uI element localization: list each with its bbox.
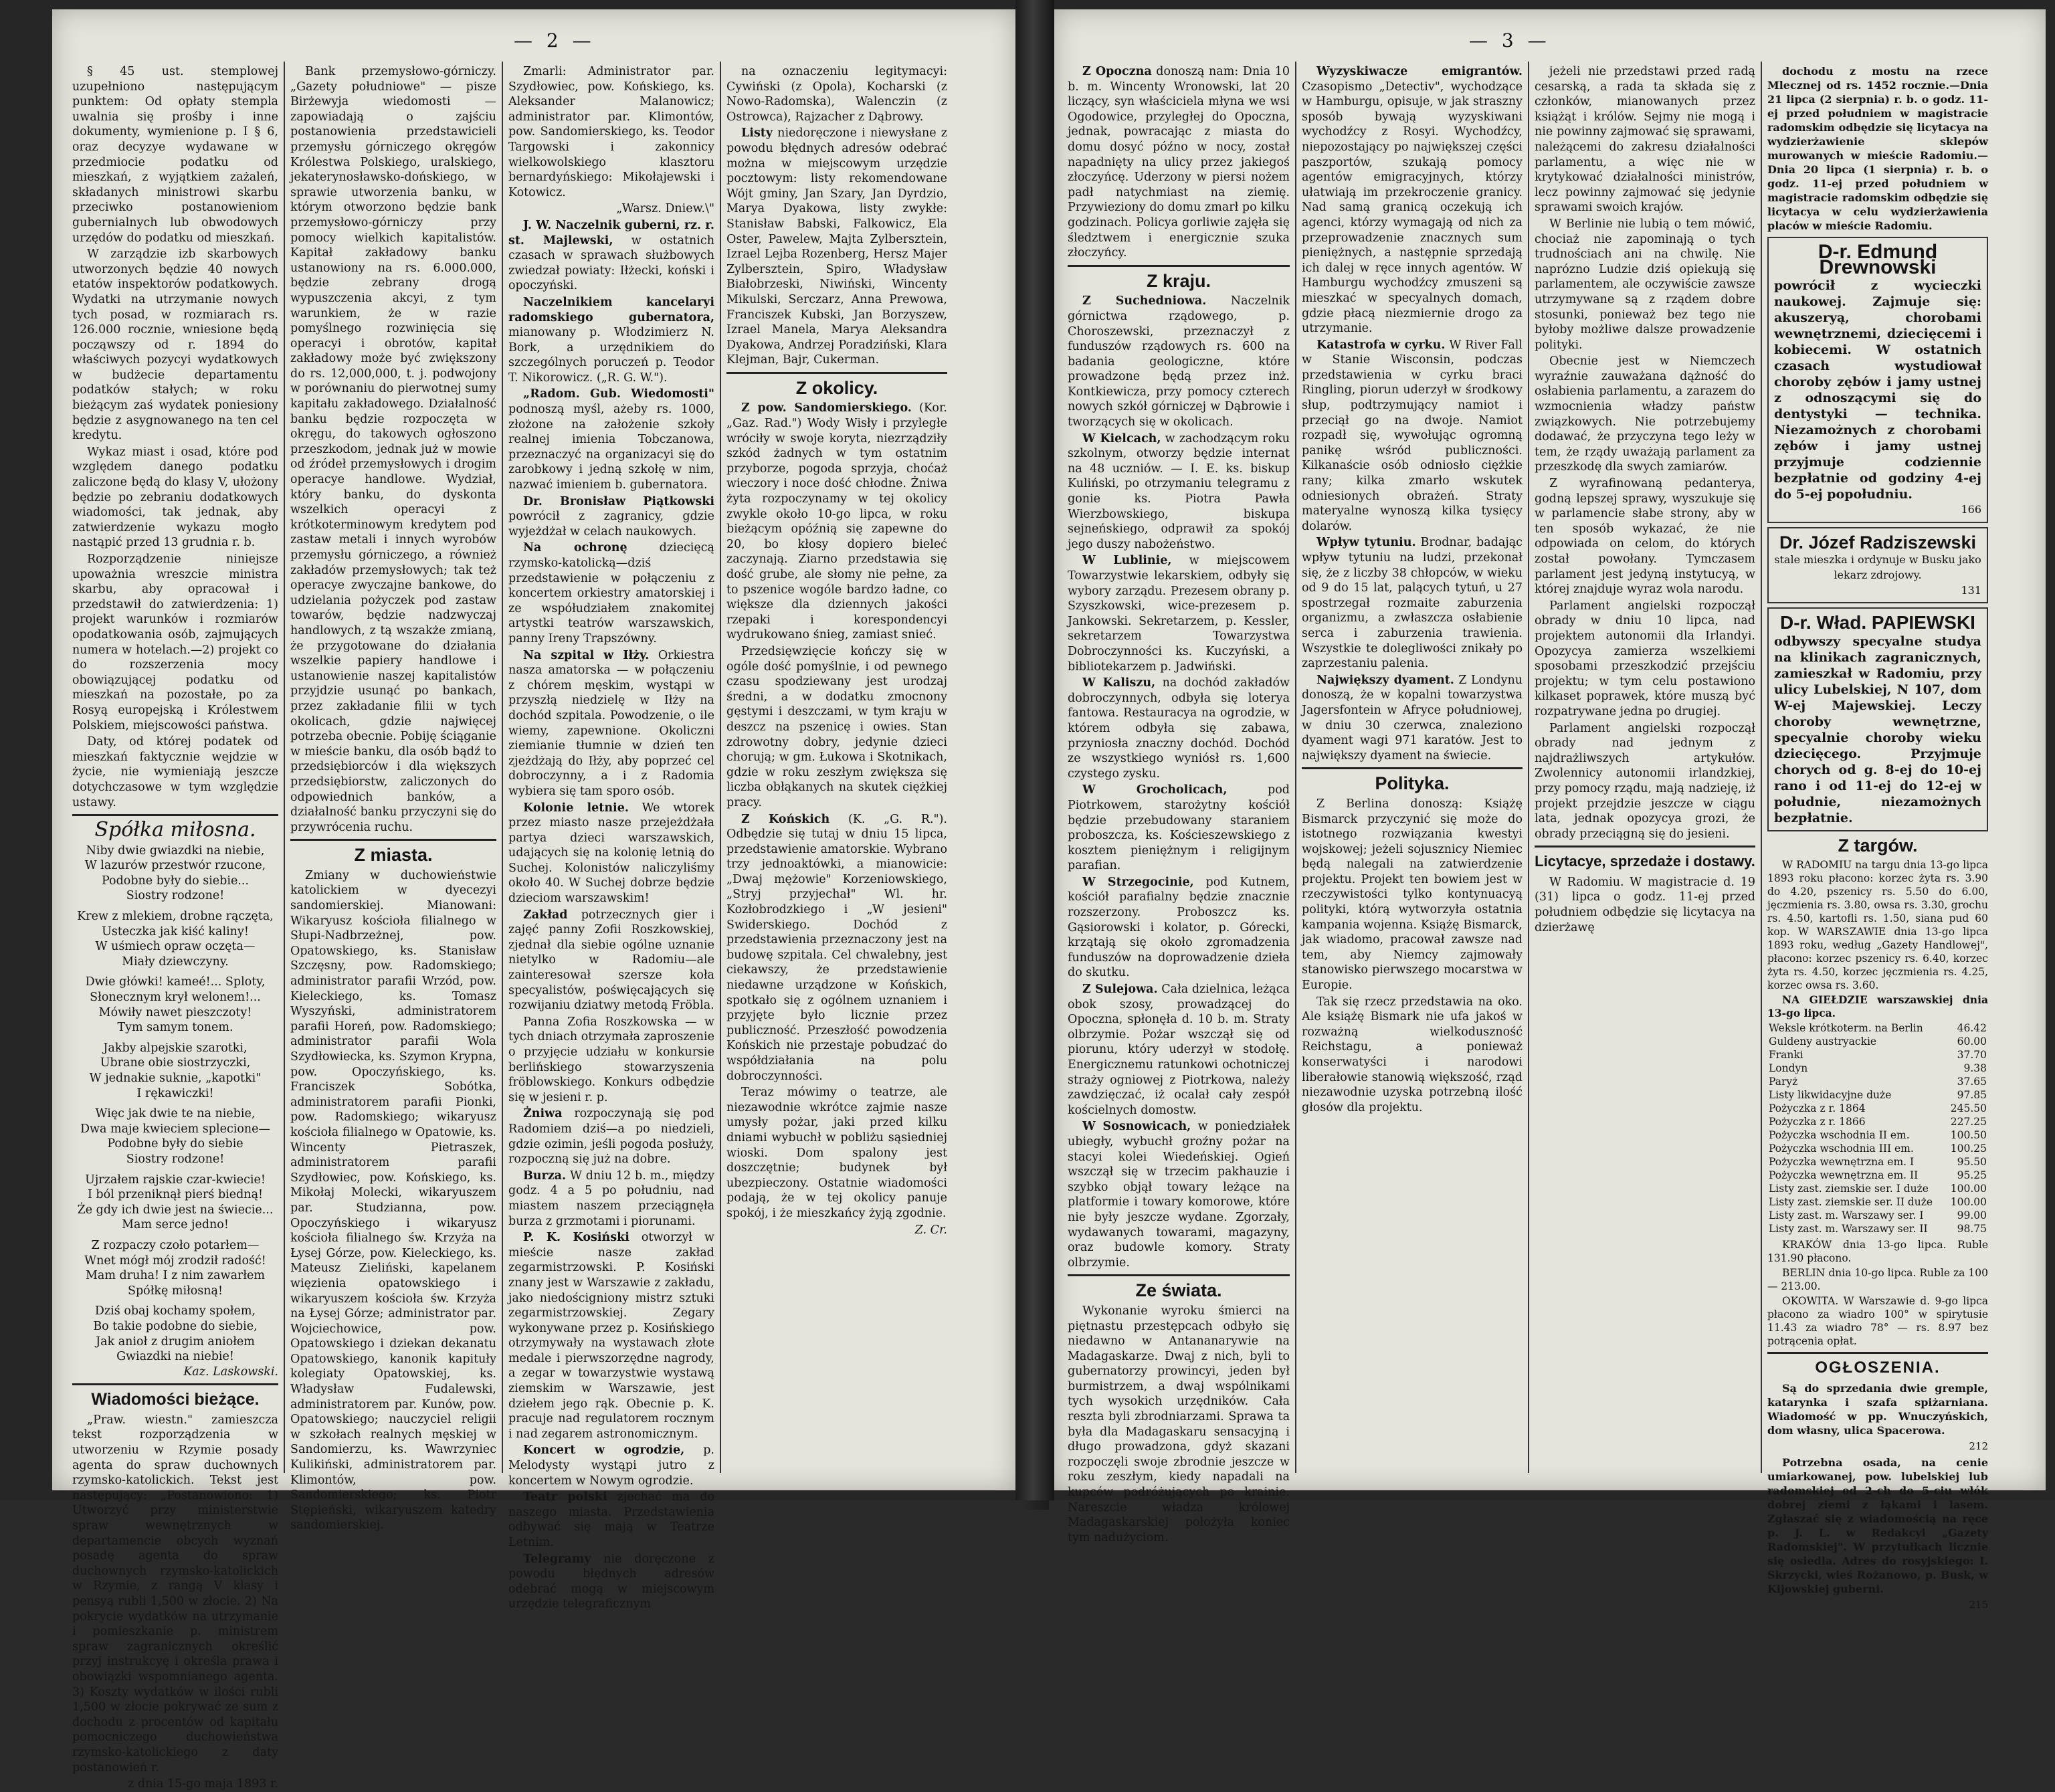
column-6 [1302, 64, 1523, 1469]
poem-line: Podobne były do siebie... [101, 874, 250, 888]
poem-line: I ból przeniknął pierś biedną! [87, 1188, 264, 1202]
section-heading-country: Z kraju. [1146, 270, 1211, 291]
paragraph: Parlament angielski rozpoczął obrady nad jednym z najdrażliwszych artykułów. Zwolennicy autonomii irlandzkiej, przy pomocy rządu, mają nadzieję, iż projekt przejdzie jeszcze w ciągu lata, jednak opozycya grozi, że obrady przeciągną się do jesieni. [1535, 721, 1755, 841]
item-text: (K. „G. R."). Odbędzie się tutaj w dniu 15 lipca, przedstawienie amatorskie. Wybrano trzy jednoaktówki, a mianowicie: „Dwaj mężowie" Korzeniowskiego, „Stryj przyjechał" Wl. hr. Kozłobrodzkiego i „W jesieni" Swiderskiego. Dochód z przedstawienia przeznaczony jest na budowę szpitala. Cel chwalebny, jest ciekawszy, że przedstawienie niedawne urządzone w Końskich, spotkało się z ogólnem uznaniem i przyjęte było licznie przez publiczność. Przeszłość powodzenia Końskich nie przestaje pobudzać do współdziałania na polu dobroczynności. [726, 812, 947, 1083]
ad-body: odbywszy specyalne studya na klinikach zagranicznych, zamieszkał w Radomiu, przy ulicy Lubelskiej, N 107, dom W-ej Majewskiej. Leczy choroby wewnętrzne, specyalnie choroby wieku dziecięcego. Przyjmuje chorych od g. 8-ej do 10-ej rano i od 11-ej do 12-ej w południe, niezamożnych bezpłatnie. [1774, 633, 1981, 825]
poem-line: Siostry rodzone! [126, 1152, 225, 1166]
paragraph: W Berlinie nie lubią o tem mówić, chociaż nie zapominają o tych trudnościach ani na chwilę. Nie naprózno Ludzie dziś opiekują się parlamentem, ale oczywiście zawsze utrzymywane są z rządem dobre stosunki, ponieważ bez tego nie byłoby możliwe dalsze prowadzenie polityki. [1535, 217, 1755, 352]
item-text: Orkiestra nasza amatorska — w połączeniu z chórem męskim, wystąpi w przyszłą niedzielę w Iłży na dochód szpitala. Powodzenie, o ile wiemy, zapewnione. Okoliczni ziemianie tłumnie w dzień ten zjeżdżają do Iłży, aby poprzeć cel dobroczynny, a i z Radomia wybiera się tam sporo osób. [508, 648, 714, 798]
item-heading: Dr. Bronisław Piątkowski [523, 494, 714, 508]
poem-line: Mówiły nawet pieszczoty! [98, 1005, 252, 1019]
table-row: Paryż 37.65 [1769, 1076, 1987, 1088]
table-row: Weksle krótkoterm. na Berlin 46.42 [1769, 1022, 1987, 1035]
item [508, 1552, 714, 1612]
poem-line: Mam druha! I z nim zawarłem [86, 1269, 265, 1283]
item [508, 801, 714, 906]
column-7 [1535, 64, 1755, 1469]
section-heading-announcements: OGŁOSZENIA. [1815, 1359, 1941, 1377]
paragraph: „Warsz. Dniew.\" [616, 202, 714, 216]
table-row: Guldeny austryackie 60.00 [1769, 1035, 1987, 1048]
paragraph: Z Berlina donoszą: Książę Bismarck przyczynić się może do istotnego rozwiązania kwestyi wojskowej; jeżeli sojusznicy Niemiec będą nalegali na zatwierdzenie projektu. Projekt ten bowiem jest w rzeczywistości tylko kontynuacyą polityki, którą wytworzyła ostatnia kampania wojenna. Książę Bismarck, jak wiadomo, pracował zawsze nad tem, aby Niemcy zajmowały stanowisko pierwszego mocarstwa w Europie. [1302, 797, 1523, 993]
table-row: Listy zast. m. Warszawy ser. II 98.75 [1769, 1223, 1987, 1235]
section-heading-city: Z miasta. [354, 845, 433, 866]
item-heading: Burza. [523, 1169, 567, 1183]
item-text: nie doręczone z powodu błędnych adresów odebrać mogą w miejscowym urzędzie telegraficznym [508, 1552, 714, 1611]
advertisement [1767, 237, 1988, 523]
item-text: dziecięcą rzymsko-katolicką—dziś przedstawienie w połączeniu z koncertem orkiestry amatorskiej i ze współudziałem znakomitej artystki teatrów warszawskich, panny Ireny Trapszówny. [508, 541, 714, 645]
item-heading: Wpływ tytuniu. [1316, 536, 1416, 550]
item-text: Cała dzielnica, leżąca obok szosy, prowadzącej do Opoczna, spłonęła d. 10 b. m. Straty olbrzymie. Pożar wszczął się od piorunu, który uderzył w stodołę. Energicznemu ratunkowi ochotniczej straży ogniowej z Piotrkowa, należy zawdzięczać, iż ocalał cały zespół kościelnych domostw. [1068, 983, 1290, 1117]
item-heading: Na ochronę [523, 541, 627, 555]
poem-signature: Kaz. Laskowski. [183, 1365, 278, 1379]
item-text: mianowany p. Włodzimierz N. Bork, a urzędnikiem do szczególnych poruczeń p. Teodor T. Nikorowicz. („R. G. W."). [508, 326, 714, 385]
item [508, 387, 714, 492]
item-heading: Żniwa [523, 1107, 563, 1121]
divider [72, 1383, 278, 1385]
section-heading-auctions: Licytacye, sprzedaże i dostawy. [1535, 853, 1755, 870]
item-text: zjechać ma do naszego miasta. Przedstawienia odbywać się mają w Teatrze Letnim. [508, 1490, 714, 1549]
item-text: otworzył w mieście nasze zakład zegarmistrzowski. P. Kosiński znany jest w Warszawie z zakładu, jako niedościgniony mistrz sztuki zegarmistrzowskiej. Zegary wykonywane przez p. Kosińskiego otrzymywały na wystawach złote medale i pierwszorzędne nagrody, a zegar w towarzystwie wystawą ziemskim w Warszawie, jest dziełem jego rąk. Obecnie p. K. pracuje nad regulatorem rocznym i nad zegarem astronomicznym. [508, 1231, 714, 1441]
item [508, 295, 714, 386]
item-heading: Kolonie letnie. [523, 801, 629, 815]
item-heading: Katastrofa w cyrku. [1316, 338, 1446, 352]
ad-body: powrócił z wycieczki naukowej. Zajmuje się: akuszeryą, chorobami wewnętrznemi, dziecięcemi i kobiecemi. W ostatnich czasach wystudiował choroby zębów i jamy ustnej z odnoszącymi się do dentystyki — technika. Niezamożnych z chorobami zębów i jamy ustnej przyjmuje codziennie bezpłatnie od godziny 4-ej do 5-ej popołudniu. [1774, 278, 1981, 502]
item-text: w ostatnich czasach w sprawach służbowych zwiedzał powiaty: Iłżecki, koński i opoczyński. [508, 233, 714, 293]
section-heading-politics: Polityka. [1375, 773, 1450, 794]
paragraph: Potrzebna osada, na cenie umiarkowanej, pow. lubelskiej lub radomskiej od 2-ch do 5-ciu włók dobrej ziemi z łąkami i lasem. Zgłaszać się z wiadomością na ręce p. J. L. w Redakcyi „Gazety Radomskiej". W przytułkach licznie się osiedla. Adres do rosyjskiego: I. Skrzycki, wieś Rożanowo, p. Busk, w Kijowskiej guberni. [1767, 1456, 1988, 1595]
advertisement [1767, 527, 1988, 603]
section-heading-markets: Z targów. [1838, 835, 1918, 856]
ad-number: 131 [1961, 583, 1981, 597]
poem-line: W jednakie suknie, „kapotki" [89, 1072, 262, 1085]
item-text: w zachodzącym roku szkolnym, otworzy będzie internat na 48 uczniów. — I. E. ks. biskup Kuliński, po otrzymaniu telegramu z gonie ks. Piotra Pawła Wierzbowskiego, biskupa sejneńskiego, odprawił za spokój jego duszy nabożeństwo. [1068, 431, 1290, 551]
book-gutter [1015, 0, 1054, 1500]
column-rule [720, 62, 721, 1473]
paragraph: Przedsięwzięcie kończy się w ogóle dość pomyślnie, i od pewnego czasu spodziewany jest urodzaj średni, a w dodatku zmocnony gęstymi i deszczami, w tym kraju w deszcz na pszenicę i owies. Stan zdrowotny dobry, jedynie dzieci chorują; w gm. Łukowa i Skotnikach, gdzie w roku zeszłym zwiększa się liczba obłąkanych na skutek ciężkiej pracy. [726, 644, 947, 809]
paragraph: OKOWITA. W Warszawie d. 9-go lipca płacono za wiadro 100° w spirytusie 11.43 za wiadro 78° — rs. 8.97 bez potrącenia opłat. [1767, 1295, 1988, 1348]
item [508, 540, 714, 646]
signature: Z. Cr. [914, 1223, 947, 1237]
poem-line: Krew z mlekiem, drobne rączęta, [77, 910, 274, 924]
item [726, 812, 947, 1084]
item-heading: J. W. Naczelnik guberni, rz. r. st. Majlewski, [508, 218, 714, 247]
table-row: Pożyczka wewnętrzna em. I 95.50 [1769, 1156, 1987, 1169]
poem [72, 843, 278, 1380]
poem-line: Usteczka jak kiść kaliny! [102, 924, 249, 938]
item-text: na dochód zakładów dobroczynnych, odbyła się loterya fantowa. Restauracya na ogrodzie, w którem odbyła się zabawa, przyniosła znaczny dochód. Dochód ze wszystkiego wyniósł rs. 1,600 czystego zysku. [1068, 676, 1290, 781]
price-table [1767, 1021, 1988, 1235]
item-text: w miejscowem Towarzystwie lekarskiem, odbyły się wybory zarządu. Prezesem obrany p. Szyszkowski, wice-prezesem p. Jankowski. Sekretarzem, p. Kessler, sekretarzem Towarzystwa Dobroczynności ks. Kuczyński, a bibliotekarzem p. Jadwiński. [1068, 554, 1290, 674]
paragraph: jeżeli nie przedstawi przed radą cesarską, a rada ta składa się z członków, mianowanych przez książąt i królów. Sejmy nie mogą i nie powinny zajmować się sprawami, należącemi do zakresu działalności parlamentu, a więc nie w krytykować działalności ministrów, lecz powinny zajmować się jedynie sprawami swoich krajów. [1535, 65, 1755, 215]
divider [1535, 845, 1755, 848]
paragraph: BERLIN dnia 10-go lipca. Ruble za 100 — 213.00. [1767, 1267, 1988, 1293]
poem-line: Dwie główki! kameé!... Sploty, [85, 975, 266, 989]
poem-line: Słonecznym krył welonem!... [90, 991, 261, 1005]
paragraph: Z wyrafinowaną pedanterya, godną lepszej sprawy, wyszukuje się w parlamencie słabe strony, aby w ten sposób wykazać, że nie odpowiada on celom, do których został powołany. Tymczasem parlament jest jedyną instytucyą, w której znajduje wyraz wola narodu. [1535, 477, 1755, 597]
table-row: Pożyczka wschodnia III em. 100.25 [1769, 1142, 1987, 1155]
table-row: Listy zast. ziemskie ser. II duże 100.00 [1769, 1196, 1987, 1209]
poem-line: Dziś obaj kochamy społem, [94, 1304, 256, 1318]
page-left [52, 9, 1015, 1791]
paragraph: na oznaczeniu legitymacyi: Cywiński (z Opola), Kocharski (z Nowo-Radomska), Walenczin (z Ostrowca), Rajzacher z Dąbrowy. [726, 65, 947, 124]
item-text: rozpoczynają się pod Radomiem dziś—a po niedzieli, gdzie ozimin, jeśli pogoda posłuży, rozpoczną się już na dobre. [508, 1107, 714, 1167]
item [1068, 553, 1290, 674]
paragraph: Parlament angielski rozpoczął obrady w dniu 10 lipca, nad projektem autonomii dla Irlandyi. Opozycya zamierza wszelkiemi sposobami przeszkodzić przejściu projektu; w tym celu postawiono kilkaset poprawek, które muszą być rozpatrywane jedna po drugiej. [1535, 599, 1755, 718]
column-1 [72, 64, 278, 1791]
poem-line: Jak anioł z drugim aniołem [96, 1334, 255, 1349]
item [508, 218, 714, 294]
paragraph: dochodu z mostu na rzece Mlecznej od rs. 1452 rocznie.—Dnia 21 lipca (2 sierpnia) r. b. o godz. 11-ej przed południem w magistracie radomskim odbędzie się licytacya na wydzierżawienie sklepów murowanych w mieście Radomiu.—Dnia 20 lipca (1 sierpnia) r. b. o godz. 11-ej przed południem w magistracie radomskim odbędzie się licytacya w celu wydzierżawienia placów w mieście Radomiu. [1767, 65, 1988, 232]
item-text: pod Piotrkowem, starożytny kościół będzie przebudowany staraniem proboszcza, ks. Kościeszewskiego z kosztem pieniężnym i religijnym parafian. [1068, 783, 1290, 873]
poem-line: Spółkę miłosną! [127, 1284, 223, 1298]
table-row: Franki 37.70 [1769, 1049, 1987, 1062]
section-heading-area: Z okolicy. [795, 377, 878, 398]
item-heading: W Grocholicach, [1082, 783, 1228, 797]
poem-line: Niby dwie gwiazdki na niebie, [86, 843, 265, 858]
column-2 [290, 64, 496, 1532]
table-row: Pożyczka wewnętrzna em. II 95.25 [1769, 1169, 1987, 1182]
table-row: Pożyczka z r. 1864 245.50 [1769, 1102, 1987, 1115]
item-heading: Z Suchedniowa. [1082, 294, 1207, 308]
poem-line: W lazurów przestwór rzucone, [84, 859, 266, 873]
paragraph: Panna Zofia Roszkowska — w tych dniach otrzymała zaproszenie o przyjęcie udziału w konkursie berlińskiego stowarzyszenia fröblowskiego. Konkurs odbędzie się w jesieni r. p. [508, 1015, 714, 1104]
item-heading: W Strzegocinie, [1082, 875, 1194, 889]
ad-name: D-r. Edmund Drewnowski [1818, 241, 1938, 278]
page-right [1054, 9, 2046, 1611]
ad-body: stale mieszka i ordynuje w Busku jako lekarz zdrojowy. [1774, 553, 1981, 581]
poem-line: Dwa maje kwieciem splecione— [80, 1122, 271, 1136]
divider [1068, 1274, 1290, 1276]
column-rule [502, 62, 503, 1473]
item-heading: W Kielcach, [1082, 431, 1161, 445]
poem-line: Z rozpaczy czoło potarłem— [91, 1238, 260, 1252]
poem-line: W uśmiech opraw oczęta— [95, 940, 256, 954]
table-row: Pożyczka wschodnia II em. 100.50 [1769, 1129, 1987, 1142]
page-number-right: — 3 — [1469, 29, 1551, 52]
column-rule [1528, 62, 1529, 1473]
item-heading: Z pow. Sandomierskiego. [741, 401, 912, 415]
ad-name: Dr. Józef Radziszewski [1779, 532, 1977, 553]
poem-line: Ubrane obie siostrzyczki, [100, 1056, 251, 1070]
section-heading-news: Wiadomości bieżące. [91, 1390, 260, 1409]
poem-line: Wnet mógł mój zrodził radość! [84, 1254, 266, 1268]
item [1302, 64, 1523, 336]
column-3 [508, 64, 714, 1611]
item-heading: „Radom. Gub. Wiedomosti" [523, 387, 714, 401]
item-heading: Na szpital w Iłży. [523, 648, 650, 662]
paragraph: Rozporządzenie niniejsze upoważnia wreszcie ministra skarbu, aby opracował i przedstawił do zatwierdzenia: 1) projekt warunków i rozmiarów opodatkowania osób, zajmujących numera w hotelach.—2) projekt co do rozszerzenia mocy obowiązującej podatku od mieszkań na pozostałe, po za Rosyą europejską i Królestwem Polskiem, miejscowości państwa. [72, 553, 278, 732]
item-text: powrócił z zagranicy, gdzie wyjeżdżał w celach naukowych. [508, 510, 714, 538]
item-heading: Z Sulejowa. [1082, 983, 1158, 997]
poem-line: Tym samym tonem. [117, 1021, 233, 1035]
item-heading: Największy dyament. [1316, 673, 1454, 687]
column-4 [726, 64, 947, 1469]
divider [290, 839, 496, 841]
paragraph: Teraz mówimy o teatrze, ale niezawodnie wkrótce zajmie nasze umysły pożar, jaki przed kilku dniami wybuchł w pobliżu sąsiedniej wioski. Dom spalony jest doszczętnie; budynek był ubezpieczony. Ostatnie wiadomości podają, że w tej okolicy panuje spokój, i że mieszkańcy żyją zgodnie. [726, 1086, 947, 1220]
paragraph: Daty, od której podatek od mieszkań faktycznie wejdzie w życie, nie wymieniają jeszcze dotychczasowe w tym względzie ustawy. [72, 735, 278, 809]
paragraph: Zmiany w duchowieństwie katolickiem w dyecezyi sandomierskiej. Mianowani: Wikaryusz kościoła filialnego w Słupi-Nadbrzeżnej, pow. Opatowskiego, ks. Stanisław Szczęsny, pow. Radomskiego; administrator parafii Wrzód, pow. Kieleckiego, ks. Tomasz Wyszyński, administratorem parafii Horeń, pow. Radomskiego; administrator parafii Wola Szydłowiecka, ks. Szymon Krypna, pow. Opoczyńskiego, ks. Franciszek Sobótka, administratorem parafii Pionki, pow. Radomskiego; wikaryusz kościoła filialnego w Opatowie, ks. Wincenty Pietraszek, administratorem parafii Szydłowiec, pow. Końskiego, ks. Mikołaj Molecki, wikaryuszem par. Studzianna, pow. Opoczyńskiego i wikaryusz kościoła filialnego św. Krzyża na Łysej Górze, pow. Kieleckiego, ks. Mateusz Zieliński, kapelanem więzienia opatowskiego i wikaryuszem kościoła św. Krzyża na Łysej Górze; administrator par. Wojciechowice, pow. Opatowskiego i dziekan dekanatu Opatowskiego, kanonik kapituły kolegiaty Opatowskiej, ks. Władysław Fudalewski, administratorem par. Kunów, pow. Opatowskiego; nauczyciel religii w szkołach realnych męskiej w Sandomierzu, ks. Wawrzyniec Kulikiński, administratorem par. Klimontów, pow. Sandomierskiego; ks. Piotr Stępieński, wikaryuszem katedry sandomierskiej. [290, 868, 496, 1532]
item [508, 1106, 714, 1167]
item-heading: Naczelnikiem kancelaryi radomskiego gubernatora, [508, 295, 714, 324]
poem-title: Spółka miłosna. [94, 818, 256, 842]
paragraph: § 45 ust. stemplowej uzupełniono następującym punktem: Od opłaty stempla uwalnia się prośby i inne dokumenty, wymienione p. I § 6, oraz decyzye wydawane w przedmiocie podatku od mieszkań, z wyjątkiem zażaleń, składanych ministrowi skarbu przeciwko postanowieniom gubernialnych lub obwodowych urzędów do podatku od mieszkań. [72, 65, 278, 245]
item-text: W River Fall w Stanie Wisconsin, podczas przedstawienia w cyrku braci Ringling, piorun uderzył w środkowy słup, podtrzymujący namiot i przeciął go na dwoje. Namiot rozpadł się, wywołując ogromną panikę wśród publiczności. Kilkanaście osób odniosło ciężkie rany; kilka zmarło wskutek odniesionych obrażeń. Straty materyalne wynoszą kilka tysięcy dolarów. [1302, 338, 1523, 533]
poem-line: Podobne były do siebie [107, 1137, 243, 1151]
divider [726, 372, 947, 374]
item-text: We wtorek przez miasto nasze przejeżdżała partya dzieci warszawskich, udających się na kolonię letnią do Suchej. Kolonistów naliczyliśmy około 40. W Suchej dobrze będzie dzieciom warszawskim! [508, 801, 714, 906]
paragraph: Tak się rzecz przedstawia na oko. Ale książę Bismark nie ufa jakoś w rozważną wielkoduszność Reichstagu, a ponieważ konserwatyści i narodowi liberałowie stanowią większość, rząd niezawodnie uzyska potrzebną ilość głosów dla projektu. [1302, 995, 1523, 1114]
paragraph: Zmarli: Administrator par. Szydłowiec, pow. Końskiego, ks. Aleksander Malanowicz; administrator par. Klimontów, pow. Sandomierskiego, ks. Teodor Targowski i zakonnicy wielkowolskiego klasztoru bernardyńskiego: Mikołajewski i Kotowicz. [508, 65, 714, 199]
item-heading: Wyzyskiwacze emigrantów. [1316, 65, 1523, 78]
item-text: Brodnar, badając wpływ tytuniu na ludzi, przekonał się, że z liczby 38 chłopców, w wieku od 9 do 15 lat, palących tytuń, u 27 spostrzegał rozmaite zaburzenia organizmu, a zwłaszcza osłabienie serca i zaburzenia trawienia. Wszystkie te dolegliwości znikały po zaprzestaniu palenia. [1302, 536, 1523, 671]
paragraph: z dnia 15-go maja 1893 r. [128, 1777, 278, 1791]
item [1068, 294, 1290, 429]
section-heading-world: Ze świata. [1135, 1280, 1222, 1301]
column-5 [1068, 64, 1290, 1545]
paragraph: KRAKÓW dnia 13-go lipca. Ruble 131.90 płacono. [1767, 1239, 1988, 1265]
item [726, 401, 947, 643]
item [1302, 673, 1523, 764]
item-heading: Listy [741, 126, 773, 140]
ad-number: 166 [1961, 503, 1981, 516]
table-row: Listy likwidacyjne duże 97.85 [1769, 1089, 1987, 1102]
poem-line: Gwiazdki na niebie! [116, 1350, 234, 1364]
item-text: (Kor. „Gaz. Rad.") Wody Wisły i przyległe wróciły w swoje koryta, niezrządziły szkód żadnych w tym ostatnim przyborze, pogoda sprzyja, choćaż wieczory i noce dość chłodne. Żniwa żyta rozpoczynamy w tej okolicy zwykle około 10-go lipca, w roku bieżącym opóźnią się zapewne do 20, bo kłosy dopiero bieleć zaczynają. Ziarno przedstawia się dość grube, ale słomy nie pełne, za to pszenice wogóle bardzo ładne, co większe dla dziennych jakości rzepaki i korespondencyi wydrukowano śnieg, zamiast snieć. [726, 401, 947, 642]
column-8 [1767, 64, 1988, 1611]
item-text: donoszą nam: Dnia 10 b. m. Wincenty Wronowski, lat 20 liczący, syn właściciela młyna we wsi Ogodowice, przyległej do Opoczna, jednak, powracając z miasta do domu dosyć późno w nocy, został napadnięty na ulicy przez jakiegoś złoczyńcę. Uderzony w piersi nożem padł natychmiast na ziemię. Przywieziony do domu zmarł po kilku godzinach. Policya gorliwie zajęła się śledztwem i energicznie szuka złoczyńcy. [1068, 65, 1290, 260]
item [1068, 676, 1290, 781]
ad-name: D-r. Wład. PAPIEWSKI [1780, 612, 1975, 633]
divider [1068, 265, 1290, 267]
item-heading: Koncert w ogrodzie, [523, 1443, 685, 1458]
poem-line: Mam serce jedno! [122, 1218, 229, 1232]
item-heading: W Kaliszu, [1082, 676, 1156, 690]
item [508, 1230, 714, 1441]
item [1068, 431, 1290, 553]
item [508, 1169, 714, 1229]
paragraph: W RADOMIU na targu dnia 13-go lipca 1893 roku płacono: korzec żyta rs. 3.90 do 4.20, pszenicy rs. 5.50 do 6.00, jęczmienia rs. 3.80, owsa rs. 3.30, grochu rs. 4.50, kartofli rs. 1.50, siana pud 60 kop. W WARSZAWIE dnia 13-go lipca 1893 roku, według „Gazety Handlowej", płacono: korzec pszenicy rs. 6.40, korzec żyta rs. 4.50, korzec jęczmienia rs. 4.25, korzec owsa rs. 3.60. [1767, 859, 1988, 992]
poem-line: Miały dziewczyny. [122, 955, 229, 969]
paragraph: W zarządzie izb skarbowych utworzonych będzie 40 nowych etatów inspektorów podatkowych. Wydatki na utrzymanie nowych tych posad, w rozmiarach rs. 126.000 rocznie, wniesione będą począwszy od r. 1894 do właściwych pozycyi wydatkowych w budżecie departamentu podatków stałych; w roku bieżącym zaś wydatek poniesiony będzie z asygnowanego na ten cel kredytu. [72, 247, 278, 443]
item-text: Naczelnik górnictwa rządowego, p. Choroszewski, przeznaczył z funduszów rządowych rs. 600 na badania geologiczne, które prowadzone będą przez inż. Kontkiewicza, przy pomocy czterech nowych szkół górniczej w Dąbrowie i tworzących się w okolicach. [1068, 294, 1290, 429]
item-heading: Teatr polski [523, 1490, 607, 1504]
poem-line: Więc jak dwie te na niebie, [95, 1107, 256, 1121]
paragraph: Obecnie jest w Niemczech wyraźnie zauważana dążność do osłabienia parlamentu, a zarazem do wzmocnienia władzy państw związkowych. Nie potrzebujemy dodawać, że przyczyna tego leży w tem, że rządy uważają parlament za przeszkodę dla swych zamiarów. [1535, 355, 1755, 474]
item [1302, 535, 1523, 671]
item [508, 1490, 714, 1550]
divider [1767, 1352, 1988, 1354]
poem-line: Że gdy ich dwie jest na świecie... [77, 1203, 274, 1217]
item-heading: Zakład [523, 908, 568, 922]
item [508, 648, 714, 799]
ad-number: 215 [1969, 1598, 1988, 1611]
item [508, 494, 714, 540]
item-text: Z Londynu donoszą, że w kopalni towarzystwa Jagersfontein w Afryce południowej, w dniu 30 czerwca, znaleziono dyament wagi 971 karatów. Jest to największy dyament na świecie. [1302, 673, 1523, 763]
divider [1302, 767, 1523, 769]
item-heading: P. K. Kosiński [523, 1231, 629, 1245]
item-text: podnoszą myśl, ażeby rs. 1000, złożone na założenie szkoły realnej imienia Tobczanowa, przeznaczyć na organizacyi się do zarobkowy i jedną szkołę w nim, nazwać imieniem b. gubernatora. [508, 403, 714, 492]
item-heading: Z Opoczna [1082, 65, 1152, 78]
column-rule [1761, 62, 1762, 1473]
divider [72, 814, 278, 816]
exchange-title: NA GIEŁDZIE warszawskiej dnia 13-go lipca. [1767, 993, 1988, 1020]
ad-number: 212 [1969, 1439, 1988, 1452]
item-text: niedoręczone i niewysłane z powodu błędnych adresów odebrać można w miejscowym urzędzie pocztowym: listy rekomendowane Wójt gminy, Jan Szary, Jan Dyrdzio, Marya Dyakowa, listy zwykłe: Stanisław Babski, Falkowicz, Ela Oster, Pawelew, Majta Zylbersztein, Izrael Lejba Rozenberg, Hersz Majer Zylbersztein, Spiro, Władysław Białobrzeski, Niwiński, Wincenty Mikulski, Serczarz, Anna Prewowa, Franciszek Kubski, Jan Borzyszew, Izrael Manela, Marya Aleksandra Dyakowa, Andrzej Poradziński, Klara Klejman, Bajr, Cukerman. [726, 126, 947, 367]
poem-line: Jakby alpejskie szarotki, [103, 1041, 248, 1055]
item-text: Czasopismo „Detectiv", wychodzące w Hamburgu, opisuje, w jak straszny sposób bywają wyzyskiwani wychodźcy z Rosyi. Wychodźcy, niepozostający po największej części paszportów, szukają pomocy agentów emigracyjnych, którzy ułatwiają im przekroczenie granicy. Nad samą granicą oczekują ich agenci, którzy wymagają od nich za przeprowadzenie znacznych sum pieniężnych, a następnie sprzedają ich dalej w ręce innych agentów. W Hamburgu wychodźcy zmuszeni są mieszkać w specyalnych domach, gdzie płacą niezmiernie drogo za utrzymanie. [1302, 80, 1523, 336]
advertisement [1767, 607, 1988, 831]
item-heading: W Sosnowicach, [1082, 1120, 1191, 1134]
item-text: p. Melodysty wystąpi jutro z koncertem w Nowym ogrodzie. [508, 1443, 714, 1488]
item-text: w poniedziałek ubiegły, wybuchł groźny pożar na stacyi kolei Wiedeńskiej. Ogień wszczął się w trzecim pakhauzie i szybko objął towary leżące na platformie i towary komorowe, które nie były jeszcze wydane. Zgorzały, wydawanych towarami, magazyny, oraz budowle komory. Straty olbrzymie. [1068, 1120, 1290, 1270]
item-heading: Z Końskich [741, 812, 830, 826]
column-rule [284, 62, 285, 1473]
table-row: Pożyczka z r. 1866 227.25 [1769, 1116, 1987, 1128]
table-row: Londyn 9.38 [1769, 1062, 1987, 1075]
poem-line: Ujrzałem rajskie czar-kwiecie! [85, 1173, 266, 1187]
paragraph: „Praw. wiestn." zamieszcza tekst rozporządzenia w utworzeniu w Rzymie posady agenta do spraw duchownych rzymsko-katolickich. Tekst jest następujący: „Postanowiono: 1) Utworzyć przy ministerstwie spraw wewnętrznych w departamencie obcych wyznań posadę agenta do spraw duchownych rzymsko-katolickich w Rzymie, z rangą V klasy i pensyą rubli 1,500 w złocie. 2) Na pokrycie wydatków na utrzymanie i pomieszkanie p. ministrem spraw zagranicznych określić przyj instrukcyę i określa prawa i obowiązki wspomnianego agenta. 3) Koszty wydatków w ilości rubli 1,500 w złocie pokrywać ze sum z dochodu z procentów od kapitału pomocniczego duchowieństwa rzymsko-katolickiego z daty postanowień r. [72, 1413, 278, 1775]
item [1068, 1119, 1290, 1270]
paragraph: Są do sprzedania dwie gremple, katarynka i szafa spiżarniana. Wiadomość w pp. Wnuczyńskich, dom własny, ulica Spacerowa. [1767, 1381, 1988, 1437]
paragraph: Bank przemysłowo-górniczy. „Gazety południowe" — pisze Birżewyja wiedomosti — zapowiadają o zajściu postanowienia przedstawicieli przemysłu górniczego okręgów Królestwa Polskiego, uralskiego, jekaterynosławsko-dońskiego, w sprawie utworzenia banku, w którym otworzono będzie bank przemysłowo-górniczy przy pomocy wielkich kapitalistów. Kapitał zakładowy banku ustanowiony na rs. 6.000.000, będzie zebrany drogą wypuszczenia akcyi, z tym warunkiem, że w razie pomyślnego rozwinięcia się operacyi i obrotów, kapitał zakładowy może być zwiększony do rs. 12,000,000, t. j. podwojony w porównaniu do pierwotnej sumy kapitału zakładowego. Działalność banku będzie rozpoczęta w okręgu, do takowych ogłoszono przeszkodom, jednak już w mowie od źródeł przemysłowych i drogim operacye handlowe. Wydział, który banku, do dyskonta wszelkich operacyi z krótkoterminowym kredytem pod zastaw metali i innych wyrobów przemysłu górniczego, a również zakładów przemysłowych; tak też operacye zwyczajne bankowe, do udzielania pożyczek pod zastaw towarów, będzie nadzwyczaj handlowych, z tą wszakże zmianą, że przygotowane do działania wszelkie papiery handlowe i ustanowienie naszej kapitalistów przyjdzie usunąć po bankach, przez zakładanie filii w tych okolicach, gdzie najwięcej potrzeba obecnie. Pobiję ściąganie w mieście banku, dla osób bądź to przedsiębiorców i dla większych przedsiębiorstw, zaliczonych do odpowiednich banków, a działalność banku przyczyni się do przywrócenia ruchu. [290, 65, 496, 834]
item [1068, 982, 1290, 1118]
item [726, 126, 947, 368]
item-heading: Telegramy [523, 1552, 591, 1566]
item-text: pod Kutnem, kościół parafialny będzie znacznie rozszerzony. Proboszcz ks. Gąsiorowski i kolator, p. Górecki, krzątają się około zgromadzenia funduszów na doprowadzenie dzieła do skutku. [1068, 875, 1290, 980]
paragraph: W Radomiu. W magistracie d. 19 (31) lipca o godz. 11-ej przed południem odbędzie się licytacya na dzierżawę [1535, 875, 1755, 934]
item-text: W dniu 12 b. m., między godz. 4 a 5 po południu, nad miastem naszem przeciągnęła burza z grzmotami i piorunami. [508, 1169, 714, 1228]
table-row: Listy zast. ziemskie ser. I duże 100.00 [1769, 1183, 1987, 1195]
item [508, 1443, 714, 1488]
poem-line: Bo takie podobne do siebie, [93, 1319, 258, 1333]
item [1068, 783, 1290, 874]
item [1068, 64, 1290, 261]
paragraph: Wykaz miast i osad, które pod względem danego podatku zaliczone będą do klasy V, ułożony będzie po zebraniu dodatkowych wiadomości, tak jednak, aby zatwierdzenie wykazu mogło nastąpić przed 13 grudnia r. b. [72, 445, 278, 550]
poem-line: Siostry rodzone! [126, 889, 225, 903]
page-number-left: — 2 — [514, 29, 595, 52]
poem-line: I rękawiczki! [136, 1086, 214, 1100]
table-row: Listy zast. m. Warszawy ser. I 99.00 [1769, 1209, 1987, 1222]
paragraph: Wykonanie wyroku śmierci na piętnastu przestępcach odbyło się niedawno w Antananarywie na Madagaskarze. Dwaj z nich, byli to gubernatorzy prowincyi, jeden był burmistrzem, a dwaj wspólnikami tych wysokich urzędników. Cała reszta byli zbrodniarzami. Sprawa ta była dla Madagaskaru sensacyjną i długo prowadzona, gdyż skazani rozpoczęli swoje zbrodnie jeszcze w roku zeszłym, kiedy napadali na kupców podróżujących po krainie. Nareszcie władza królowej Madagaskarskiej położyła koniec tym nadużyciom. [1068, 1304, 1290, 1545]
item [1302, 338, 1523, 534]
column-rule [1295, 62, 1296, 1473]
item-heading: W Lublinie, [1082, 554, 1172, 568]
item [508, 908, 714, 1013]
item [1068, 875, 1290, 981]
item-text: potrzecznych gier i zajęć panny Zofii Roszkowskiej, zjednał dla siebie ogólne uznanie nietylko w Radomiu—ale zainteresował szersze koła specyalistów, poświęcających się rozwijaniu dziatwy metodą Fröbla. [508, 908, 714, 1013]
